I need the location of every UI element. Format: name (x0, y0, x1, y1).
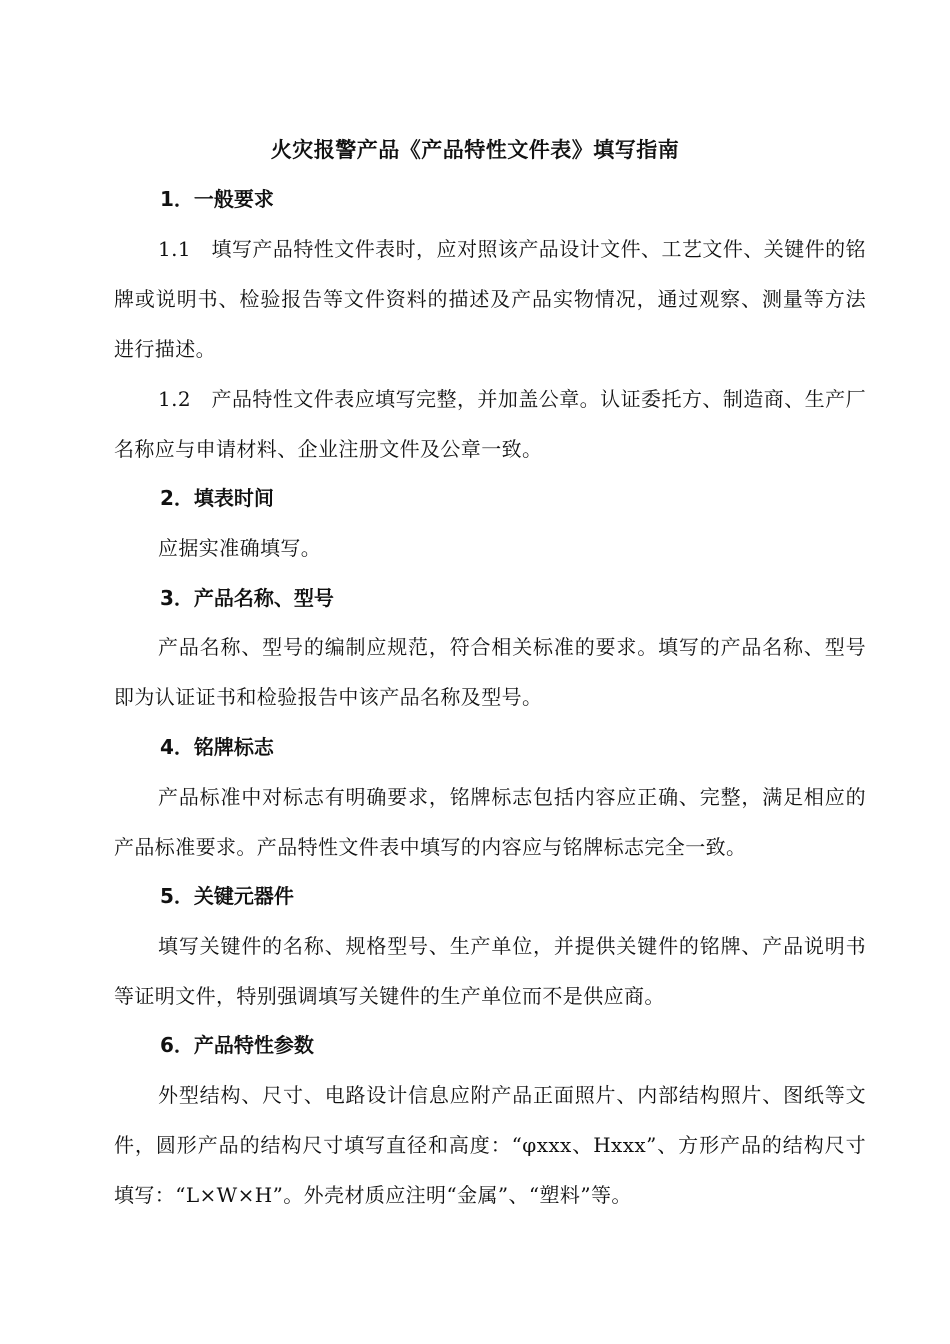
paragraph-1-2: 1.2 产品特性文件表应填写完整，并加盖公章。认证委托方、制造商、生产厂名称应与申请材料、企业注册文件及公章一致。 (114, 387, 866, 461)
paragraph-nameplate-marking: 产品标准中对标志有明确要求，铭牌标志包括内容应正确、完整，满足相应的产品标准要求。产品特性文件表中填写的内容应与铭牌标志完全一致。 (114, 785, 866, 859)
section-heading-product-characteristics: 6．产品特性参数 (160, 1033, 314, 1057)
paragraph-product-name-model: 产品名称、型号的编制应规范，符合相关标准的要求。填写的产品名称、型号即为认证证书和检验报告中该产品名称及型号。 (114, 635, 866, 709)
paragraph-fill-time: 应据实准确填写。 (158, 536, 322, 560)
section-heading-product-name-model: 3．产品名称、型号 (160, 586, 334, 610)
paragraph-product-characteristics: 外型结构、尺寸、电路设计信息应附产品正面照片、内部结构照片、图纸等文件，圆形产品的结构尺寸填写直径和高度：“φxxx、Hxxx”、方形产品的结构尺寸填写：“L×W×H”。外壳材质应注明“金属”、“塑料”等。 (114, 1083, 866, 1207)
paragraph-key-components: 填写关键件的名称、规格型号、生产单位，并提供关键件的铭牌、产品说明书等证明文件，特别强调填写关键件的生产单位而不是供应商。 (114, 934, 866, 1008)
section-heading-key-components: 5．关键元器件 (160, 884, 294, 908)
document-title: 火灾报警产品《产品特性文件表》填写指南 (270, 138, 680, 162)
section-heading-nameplate-marking: 4．铭牌标志 (160, 735, 274, 759)
section-heading-fill-time: 2．填表时间 (160, 486, 274, 510)
section-heading-general-requirements: 1．一般要求 (160, 187, 274, 211)
paragraph-1-1: 1.1 填写产品特性文件表时，应对照该产品设计文件、工艺文件、关键件的铭牌或说明书、检验报告等文件资料的描述及产品实物情况，通过观察、测量等方法进行描述。 (114, 237, 866, 361)
